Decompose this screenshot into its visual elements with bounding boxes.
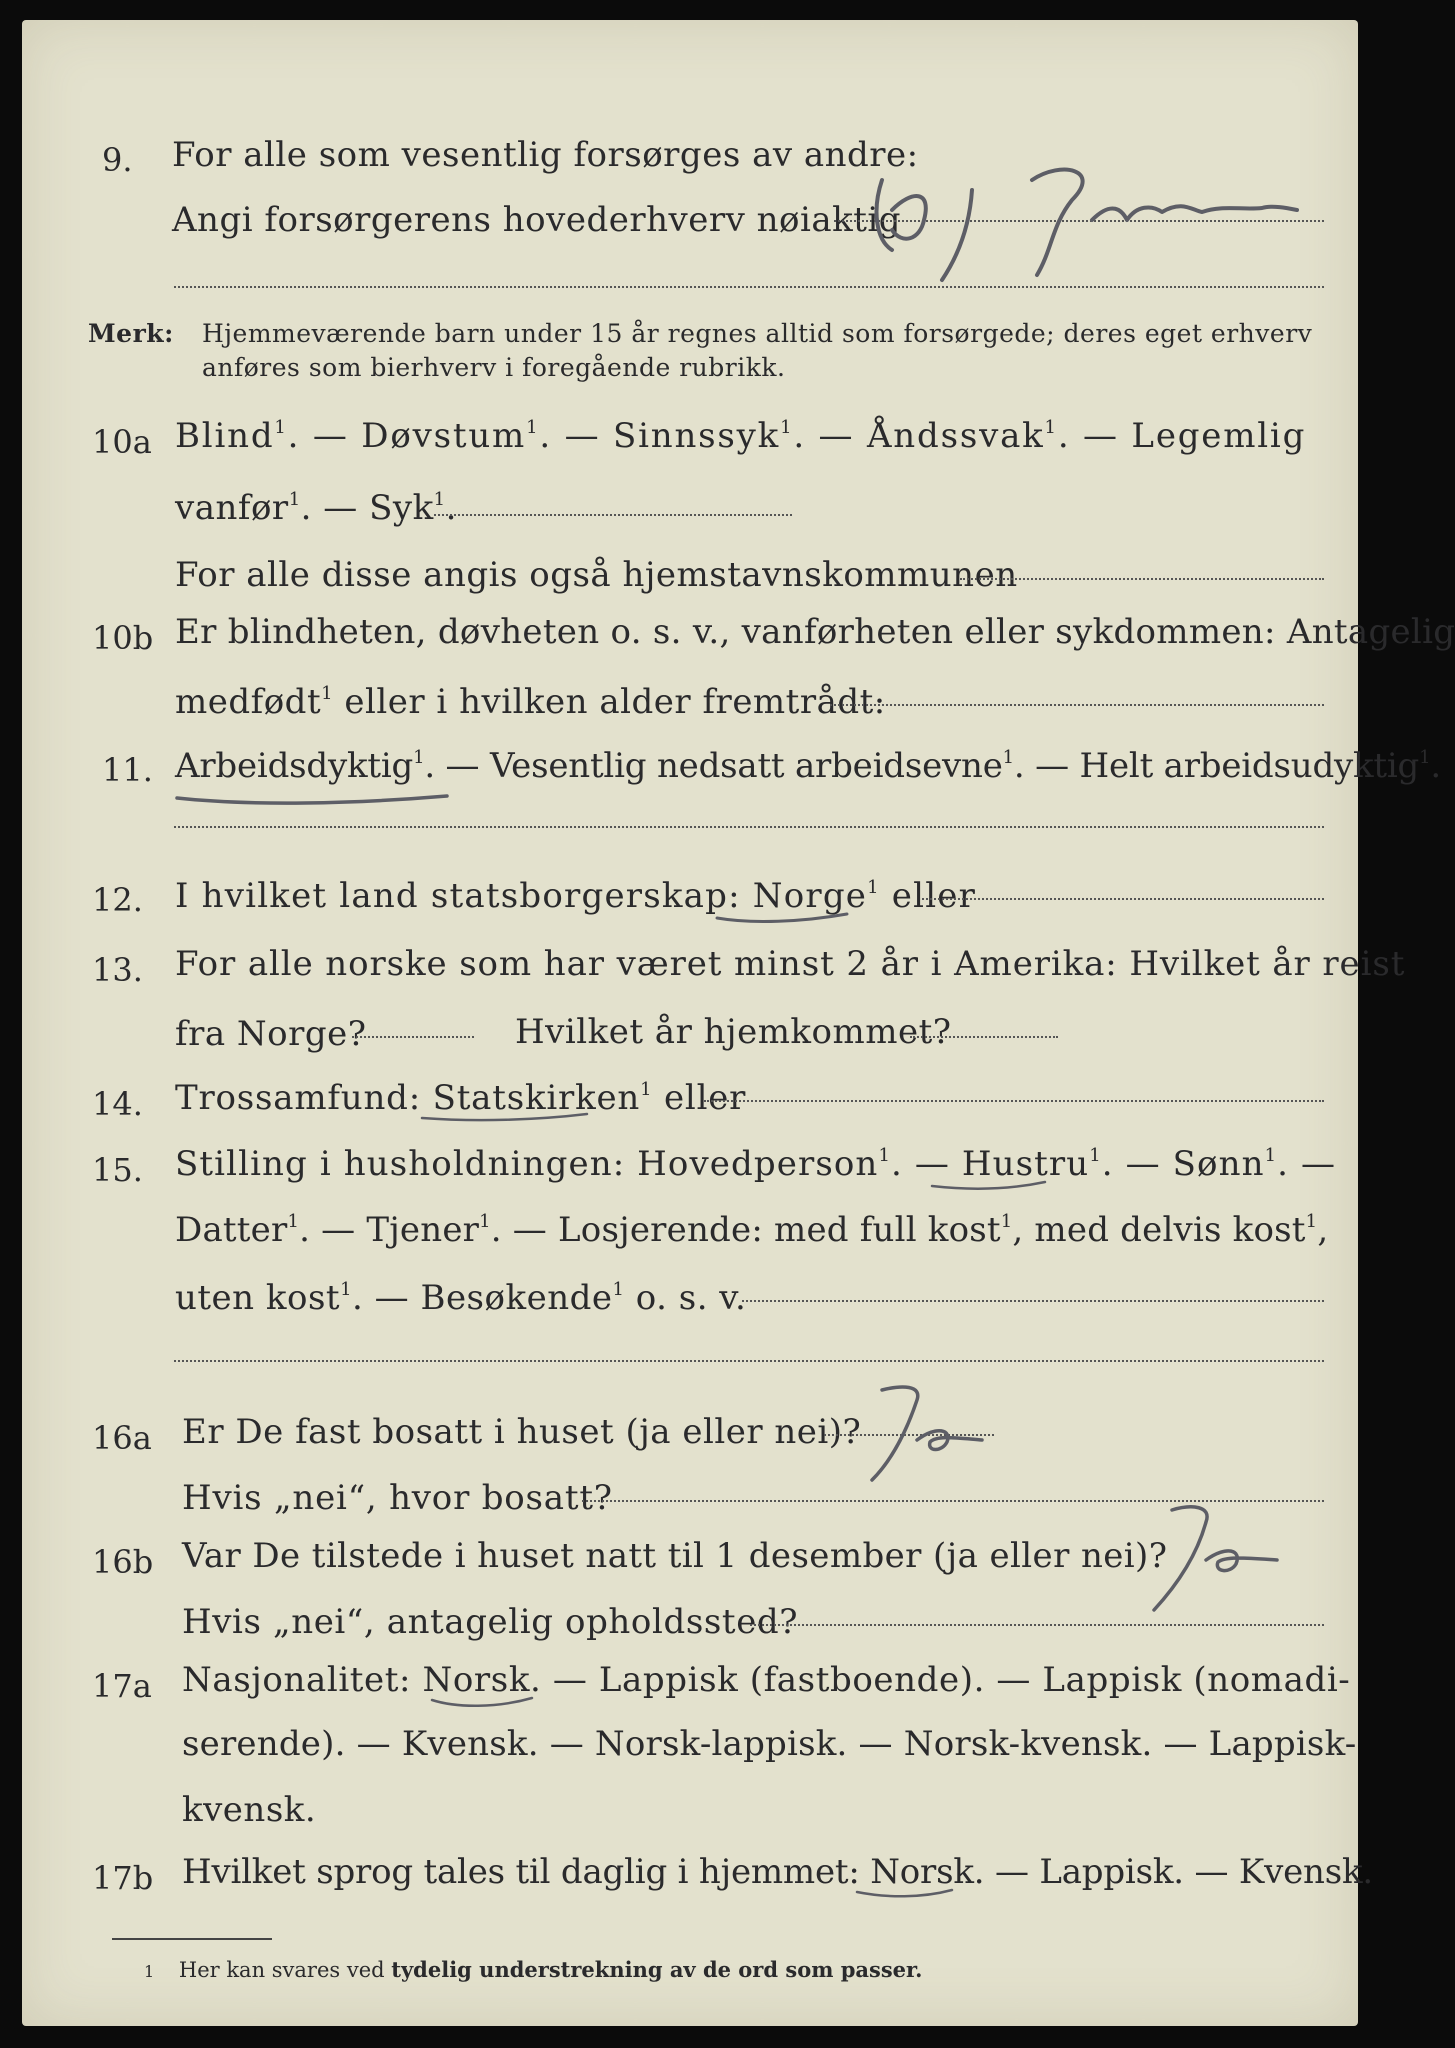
q10b-line2: medfødt$^1$ eller i hvilken alder fremtrådt: (175, 682, 886, 722)
q17a-line2: serende). — Kvensk. — Norsk-lappisk. — Norsk-kvensk. — Lappisk- (182, 1724, 1357, 1764)
q9-line2: Angi forsørgerens hovederhverv nøiaktig (172, 200, 902, 240)
footnote-mark: 1 (144, 1962, 155, 1981)
q15-extra-line (174, 1360, 1324, 1362)
q10a-line2: vanfør$^1$. — Syk$^1$. (175, 488, 457, 528)
footnote-rule (112, 1938, 272, 1940)
q12-underline-mark (712, 904, 862, 930)
q12-line1: I hvilket land statsborgerskap: Norge$^1$ eller (175, 876, 977, 916)
q16b-number: 16b (92, 1543, 154, 1581)
q13-hjemkommet-line (910, 1036, 1058, 1038)
q16a-handwritten-answer (822, 1380, 1002, 1490)
q11-line1: Arbeidsdyktig$^1$. — Vesentlig nedsatt arbeidsevne$^1$. — Helt arbeidsudyktig$^1$. (175, 746, 1441, 786)
footnote (144, 1956, 922, 1986)
q16b-opphold-line (750, 1624, 1324, 1626)
q16b-line1: Var De tilstede i huset natt til 1 desember (ja eller nei)? (182, 1536, 1168, 1576)
q10b-line1: Er blindheten, døvheten o. s. v., vanførheten eller sykdommen: Antagelig (175, 612, 1455, 652)
q10a-number: 10a (92, 423, 152, 461)
q10b-number: 10b (92, 619, 154, 657)
q11-underline-mark (172, 780, 472, 810)
q16a-number: 16a (92, 1419, 152, 1457)
q17b-underline-mark (852, 1882, 972, 1906)
footnote-text-bold: tydelig understrekning av de ord som passer. (391, 1957, 923, 1982)
q12-number: 12. (92, 881, 143, 919)
q13-line2a: fra Norge? (175, 1014, 367, 1054)
merk-label: Merk: (88, 319, 174, 348)
q16a-line1: Er De fast bosatt i huset (ja eller nei)? (182, 1412, 862, 1452)
q9-handwritten-answer (862, 150, 1302, 290)
q13-reist-line (352, 1036, 474, 1038)
q15-number: 15. (92, 1151, 143, 1189)
q14-underline-mark (417, 1106, 597, 1130)
q17b-number: 17b (92, 1859, 154, 1897)
q14-answer-line (704, 1100, 1324, 1102)
q10a-syk-line (434, 514, 792, 516)
merk-line1: Hjemmeværende barn under 15 år regnes alltid som forsørgede; deres eget erhverv (202, 319, 1313, 348)
q11-number: 11. (102, 751, 153, 789)
q10b-answer-line (830, 704, 1324, 706)
q12-answer-line (922, 898, 1324, 900)
footnote-text: Her kan svares ved (178, 1958, 385, 1982)
q17a-line1: Nasjonalitet: Norsk. — Lappisk (fastboende). — Lappisk (nomadi- (182, 1660, 1351, 1700)
q10a-line3: For alle disse angis også hjemstavnskommunen (175, 555, 1018, 595)
q17a-line3: kvensk. (182, 1790, 317, 1830)
q15-line3: uten kost$^1$. — Besøkende$^1$ o. s. v. (175, 1278, 747, 1318)
q10a-kommune-line (960, 578, 1324, 580)
q17b-line1: Hvilket sprog tales til daglig i hjemmet: Norsk. — Lappisk. — Kvensk. (182, 1852, 1373, 1892)
q16b-handwritten-answer (1102, 1500, 1292, 1620)
q11-extra-line (174, 826, 1324, 828)
q14-number: 14. (92, 1085, 143, 1123)
q9-number: 9. (102, 141, 133, 179)
q13-line1: For alle norske som har været minst 2 år i Amerika: Hvilket år reist (175, 944, 1406, 984)
q16a-line2: Hvis „nei“, hvor bosatt? (182, 1478, 613, 1518)
census-form-page (22, 20, 1455, 2026)
q13-line2b: Hvilket år hjemkommet? (515, 1012, 952, 1052)
q16b-line2: Hvis „nei“, antagelig opholdssted? (182, 1602, 799, 1642)
q15-underline-mark (927, 1174, 1057, 1198)
q15-line1: Stilling i husholdningen: Hovedperson$^1$. — Hustru$^1$. — Sønn$^1$. — (175, 1144, 1337, 1184)
q9-line1: For alle som vesentlig forsørges av andre: (172, 135, 919, 175)
q10a-line1: Blind$^1$. — Døvstum$^1$. — Sinnssyk$^1$. — Åndssvak$^1$. — Legemlig (175, 416, 1307, 456)
q17a-underline-mark (427, 1690, 547, 1716)
q15-line2: Datter$^1$. — Tjener$^1$. — Losjerende: med full kost$^1$, med delvis kost$^1$, (175, 1210, 1329, 1250)
merk-line2: anføres som bierhverv i foregående rubrikk. (202, 353, 786, 382)
q17a-number: 17a (92, 1667, 152, 1705)
q14-line1: Trossamfund: Statskirken$^1$ eller (175, 1078, 747, 1118)
q15-answer-line (742, 1300, 1324, 1302)
q13-number: 13. (92, 951, 143, 989)
